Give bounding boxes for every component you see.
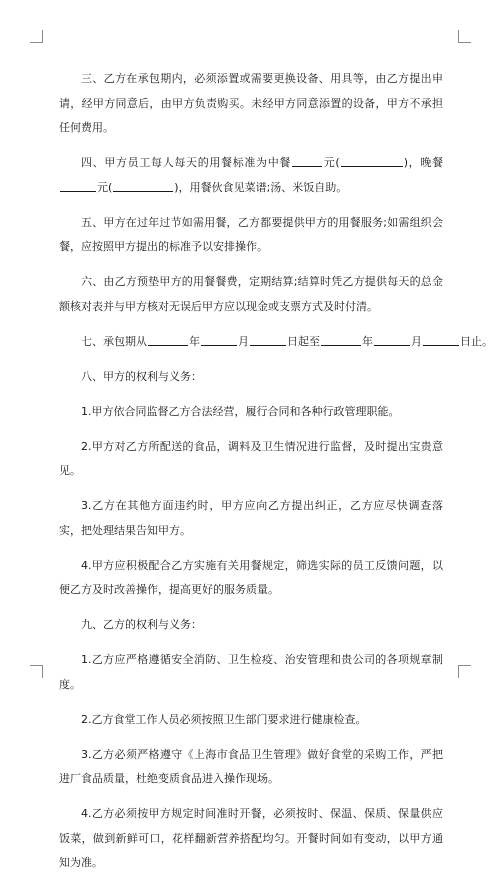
meal-standard-text: 四、甲方员工每人每天的用餐标准为中餐 [81,156,292,169]
document-body [59,67,493,886]
crop-mark-top-left [30,30,43,43]
yuan-open-text: 元( [323,156,340,169]
term-start-text: 七、承包期从 [81,334,147,348]
section-9-item-1: 1.乙方应严格遵循安全消防、卫生检疫、治安管理和贵公司的各项规章制度。 [59,653,443,691]
start-month-blank[interactable] [201,333,237,346]
clause-3-equipment: 三、乙方在承包期内，必须添置或需要更换设备、用具等，由乙方提出申请，经甲方同意后，由甲方负责购买。未经甲方同意添置的设备，甲方不承担任何费用。 [59,72,443,134]
section-8-item-2: 2.甲方对乙方所配送的食品，调料及卫生情况进行监督，及时提出宝贵意见。 [59,439,443,477]
clause-6-settlement: 六、由乙方预垫甲方的用餐餐费，定期结算;结算时凭乙方提供每天的总金额核对表并与甲方核对无误后甲方应以现金或支票方式及时付清。 [59,275,443,313]
crop-mark-top-right [458,30,471,43]
end-year-label: 年 [362,334,373,348]
clause-5-holidays: 五、甲方在过年过节如需用餐，乙方都要提供甲方的用餐服务;如需组织会餐，应按照甲方提出的标准予以安排操作。 [59,215,443,253]
end-month-blank[interactable] [374,333,410,346]
dinner-amount-words-blank[interactable] [113,179,173,192]
section-9-item-2: 2.乙方食堂工作人员必须按照卫生部门要求进行健康检查。 [81,712,367,726]
lunch-amount-words-blank[interactable] [341,154,403,167]
start-day-blank[interactable] [250,333,286,346]
section-8-item-1: 1.甲方依合同监督乙方合法经营，履行合同和各种行政管理职能。 [81,404,400,418]
crop-mark-bottom-right [458,665,471,678]
clause-4-meal-standard [59,151,443,200]
section-9-item-3: 3.乙方必须严格遵守《上海市食品卫生管理》做好食堂的采购工作，严把进厂食品质量，杜绝变质食品进入操作现场。 [59,747,443,785]
dinner-text: )，晚餐 [403,156,444,169]
end-year-blank[interactable] [321,333,361,346]
paren-open-text: ( [108,180,113,194]
month-label: 月 [238,334,249,348]
end-month-label: 月 [411,334,422,348]
yuan-text: 元 [97,180,108,194]
section-9-heading: 九、乙方的权利与义务： [81,618,202,631]
dinner-amount-blank[interactable] [60,179,96,192]
section-8-heading: 八、甲方的权利与义务： [81,369,202,383]
day-until-label: 日起至 [287,334,320,348]
end-day-blank[interactable] [423,333,459,346]
section-9-item-4: 4.乙方必须按甲方规定时间准时开餐，必须按时、保温、保质、保量供应饭菜，做到新鲜可口，花样翻新营养搭配均匀。开餐时间如有变动，以甲方通知为准。 [59,807,443,869]
section-8-item-3: 3.乙方在其他方面违约时，甲方应向乙方提出纠正，乙方应尽快调查落实，把处理结果告知甲方。 [59,499,443,537]
menu-text: )，用餐伙食见菜谱;汤、米饭自助。 [174,180,348,194]
lunch-amount-blank[interactable] [292,154,322,167]
end-day-label: 日止。 [460,334,493,348]
clause-7-term [59,330,493,355]
start-year-blank[interactable] [148,333,188,346]
section-8-item-4: 4.甲方应积极配合乙方实施有关用餐规定，筛选实际的员工反馈问题，以便乙方及时改善操作，提高更好的服务质量。 [59,558,443,596]
year-label: 年 [189,334,200,348]
crop-mark-bottom-left [30,665,43,678]
